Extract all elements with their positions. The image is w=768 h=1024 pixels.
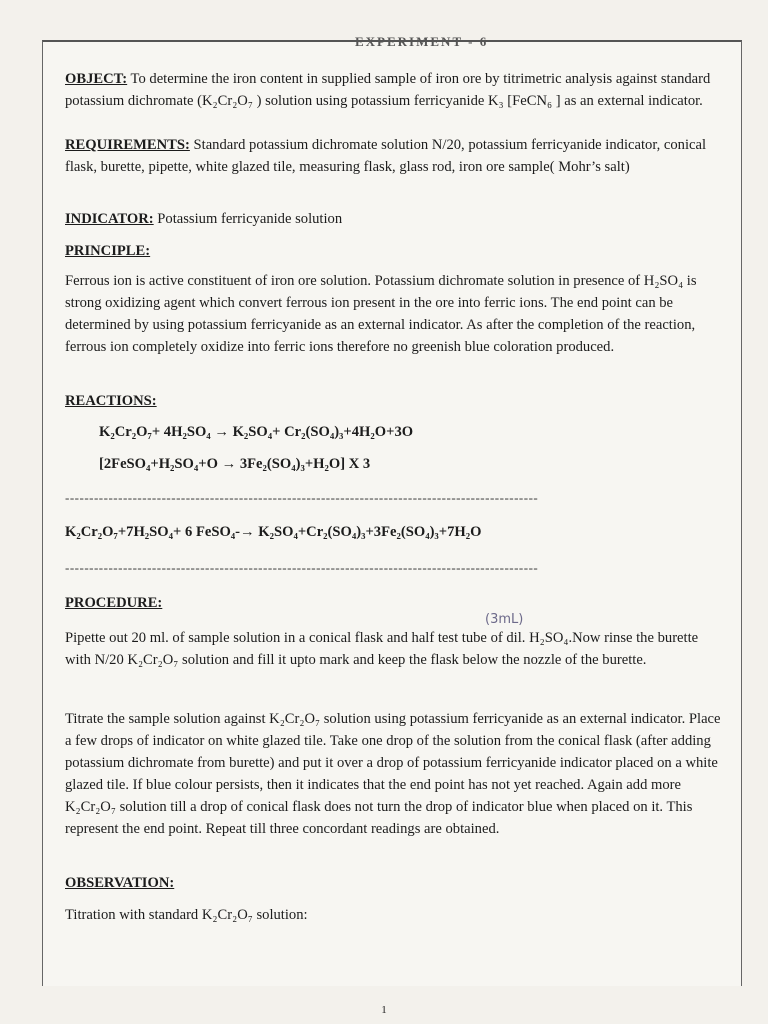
experiment-title: EXPERIMENT - 6: [355, 34, 489, 49]
reactions-heading-row: [65, 390, 727, 412]
reactions-heading: REACTIONS:: [65, 393, 157, 409]
separator-line-1: --------------------------------------------------------------------------------------------------: [65, 490, 539, 505]
procedure-text-1: Pipette out 20 ml. of sample solution in a conical flask and half test tube of dil. H₂SO₄.Now rinse the burette with N/20 K₂Cr₂O₇ solution and fill it upto mark and keep the flask below the nozzle of the burette.: [65, 630, 699, 668]
reaction-2: [2FeSO₄+H₂SO₄+O → 3Fe₂(SO₄)₃+H₂O] X 3: [99, 456, 371, 472]
object-section: [65, 68, 727, 112]
observation-text: Titration with standard K₂Cr₂O₇ solution:: [65, 907, 308, 923]
requirements-text: Standard potassium dichromate solution N/20, potassium ferricyanide indicator, conical flask, burette, pipette, white glazed tile, measuring flask, glass rod, iron ore sample( Mohr’s salt): [65, 137, 707, 175]
handwritten-note: (3mL): [485, 612, 524, 627]
procedure-heading: PROCEDURE:: [65, 595, 163, 611]
indicator-heading: INDICATOR:: [65, 211, 154, 227]
procedure-para-2: [65, 708, 727, 840]
page-number: 1: [381, 1004, 387, 1016]
procedure-text-2: Titrate the sample solution against K₂Cr₂O₇ solution using potassium ferricyanide as an external indicator. Place a few drops of indicator on white glazed tile. Take one drop of the solution from the conical flask (after adding potassium dichromate from burette) and put it over a drop of potassium ferricyanide indicator placed on a white glazed tile. If blue colour persists, then it indicates that the end point has not yet reached. Again add more K₂Cr₂O₇ solution till a drop of conical flask does not turn the drop of indicator blue when placed on it. This represent the end point. Repeat till three concordant readings are obtained.: [65, 711, 721, 837]
reaction-1: K₂Cr₂O₇+ 4H₂SO₄ → K₂SO₄+ Cr₂(SO₄)₃+4H₂O+3O: [99, 424, 414, 440]
principle-section: [65, 270, 727, 358]
requirements-section: [65, 134, 727, 178]
requirements-heading: REQUIREMENTS:: [65, 137, 190, 153]
observation-heading-row: [65, 872, 727, 894]
separator-line-2: --------------------------------------------------------------------------------------------------: [65, 560, 539, 575]
procedure-heading-row: [65, 592, 727, 614]
principle-heading: PRINCIPLE:: [65, 243, 151, 259]
principle-heading-row: [65, 240, 727, 262]
document-page: [42, 34, 742, 986]
observation-heading: OBSERVATION:: [65, 875, 175, 891]
net-reaction: K₂Cr₂O₇+7H₂SO₄+ 6 FeSO₄-→ K₂SO₄+Cr₂(SO₄)₃+3Fe₂(SO₄)₃+7H₂O: [65, 524, 482, 540]
object-text: To determine the iron content in supplied sample of iron ore by titrimetric analysis against standard potassium dichromate (K₂Cr₂O₇ ) solution using potassium ferricyanide K₃ [FeCN₆ ] as an external indicator.: [65, 71, 711, 109]
indicator-section: [65, 208, 727, 230]
procedure-para-1: [65, 627, 727, 671]
indicator-text: Potassium ferricyanide solution: [153, 211, 343, 227]
object-heading: OBJECT:: [65, 71, 128, 87]
observation-section: [65, 904, 727, 926]
principle-text: Ferrous ion is active constituent of iron ore solution. Potassium dichromate solution in presence of H₂SO₄ is strong oxidizing agent which convert ferrous ion present in the ore into ferric ions. The end point can be determined by using potassium ferricyanide as an external indicator. As after the completion of the reaction, ferrous ion completely oxidize into ferric ions therefore no greenish blue coloration produced.: [65, 273, 697, 355]
